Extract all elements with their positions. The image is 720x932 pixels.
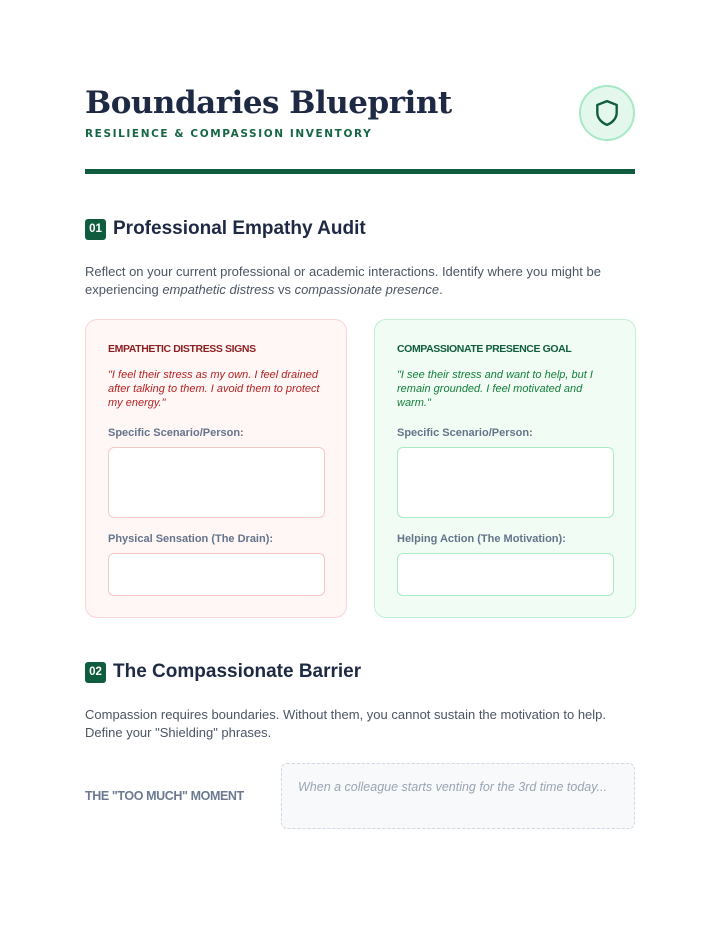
compassion-card-quote: "I see their stress and want to help, but I remain grounded. I feel motivated and warm." [397,369,593,410]
intro-emphasis-presence: compassionate presence [294,282,440,297]
page-title: Boundaries Blueprint [85,85,452,121]
distress-card-quote: "I feel their stress as my own. I feel drained after talking to them. I avoid them to protect my energy." [108,369,320,410]
distress-card-title: EMPATHETIC DISTRESS SIGNS [108,343,256,355]
distress-sensation-label: Physical Sensation (The Drain): [108,533,274,545]
section-1-heading [85,218,366,240]
header-divider [85,169,635,174]
shield-icon [594,99,620,127]
too-much-moment-field[interactable]: When a colleague starts venting for the 3rd time today... [281,763,635,829]
distress-card [85,319,347,618]
compassion-action-label: Helping Action (The Motivation): [397,533,566,545]
intro-emphasis-distress: empathetic distress [162,282,275,297]
compassion-scenario-label: Specific Scenario/Person: [397,427,533,439]
intro-text-end: . [439,282,443,297]
intro-text: Reflect on your current professional or academic interactions. Identify where you might be experiencing [85,264,601,297]
compassion-card [374,319,636,618]
section-1-title: Professional Empathy Audit [113,218,366,239]
compassion-scenario-field[interactable] [397,447,614,518]
distress-scenario-label: Specific Scenario/Person: [108,427,244,439]
intro-text-vs: vs [274,282,295,297]
section-2-heading [85,661,361,683]
shield-badge [579,85,635,141]
section-1-number: 01 [85,219,106,240]
compassion-card-title: COMPASSIONATE PRESENCE GOAL [397,343,572,355]
section-2-intro: Compassion requires boundaries. Without them, you cannot sustain the motivation to help. Define your "Shielding" phrases. [85,707,607,740]
section-2-number: 02 [85,662,106,683]
compassion-action-field[interactable] [397,553,614,596]
section-2-title: The Compassionate Barrier [113,661,362,682]
distress-scenario-field[interactable] [108,447,325,518]
section-1-intro [85,263,645,299]
page-subtitle: RESILIENCE & COMPASSION INVENTORY [85,128,373,140]
distress-sensation-field[interactable] [108,553,325,596]
document-header [85,80,635,175]
too-much-moment-label: THE "TOO MUCH" MOMENT [85,789,244,803]
